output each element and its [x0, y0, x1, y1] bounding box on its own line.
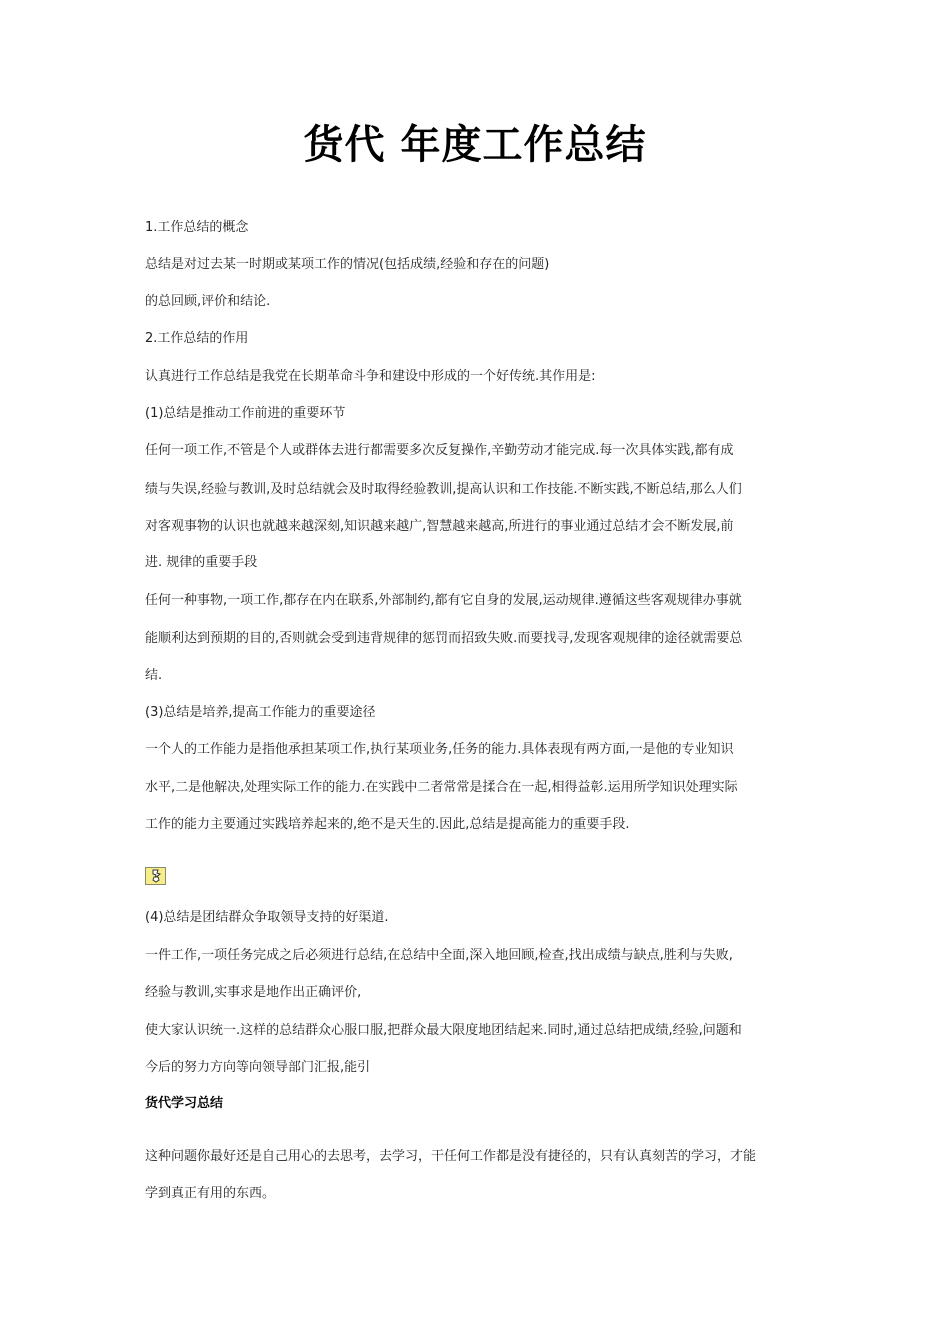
paragraph-line: 水平,二是他解决,处理实际工作的能力.在实践中二者常常是揉合在一起,相得益彰.运用所学知识处理实际 [145, 780, 738, 795]
paragraph-line: 能顺利达到预期的目的,否则就会受到违背规律的惩罚而招致失败.而要找寻,发现客观规律的途径就需要总 [145, 631, 743, 646]
paragraph-line: 一个人的工作能力是指他承担某项工作,执行某项业务,任务的能力.具体表现有两方面,一是他的专业知识 [145, 742, 734, 757]
paragraph-line: 经验与教训,实事求是地作出正确评价, [145, 985, 362, 1000]
paragraph-line: 使大家认识统一.这样的总结群众心服口服,把群众最大限度地团结起来.同时,通过总结把成绩,经验,问题和 [145, 1023, 742, 1038]
paragraph-line: 对客观事物的认识也就越来越深刻,知识越来越广,智慧越来越高,所进行的事业通过总结才会不断发展,前 [145, 519, 734, 534]
paragraph-line: 任何一种事物,一项工作,都存在内在联系,外部制约,都有它自身的发展,运动规律.遵循这些客观规律办事就 [145, 593, 742, 608]
paragraph-line: 这种问题你最好还是自己用心的去思考，去学习，干任何工作都是没有捷径的，只有认真刻苦的学习，才能 [145, 1149, 757, 1164]
paragraph-line: 绩与失误,经验与教训,及时总结就会及时取得经验教训,提高认识和工作技能.不断实践,不断总结,那么人们 [145, 482, 742, 497]
paragraph-line: 进. 规律的重要手段 [145, 555, 258, 570]
image-glyph-icon [149, 869, 163, 883]
paragraph-line: 2.工作总结的作用 [145, 331, 249, 346]
paragraph-line: 总结是对过去某一时期或某项工作的情况(包括成绩,经验和存在的问题) [145, 257, 550, 272]
section-subheading: 货代学习总结 [145, 1096, 224, 1111]
paragraph-line: 结. [145, 668, 163, 683]
document-title: 货代 年度工作总结 [303, 122, 647, 168]
paragraph-line: (4)总结是团结群众争取领导支持的好渠道. [145, 910, 389, 925]
paragraph-line: 今后的努力方向等向领导部门汇报,能引 [145, 1060, 371, 1075]
paragraph-line: (3)总结是培养,提高工作能力的重要途径 [145, 705, 376, 720]
paragraph-line: 一件工作,一项任务完成之后必须进行总结,在总结中全面,深入地回顾,检查,找出成绩与缺点,胜利与失败, [145, 948, 733, 963]
paragraph-line: 的总回顾,评价和结论. [145, 294, 271, 309]
paragraph-line: 工作的能力主要通过实践培养起来的,绝不是天生的.因此,总结是提高能力的重要手段. [145, 817, 630, 832]
paragraph-line: 学到真正有用的东西。 [145, 1186, 276, 1201]
paragraph-line: 任何一项工作,不管是个人或群体去进行都需要多次反复操作,辛勤劳动才能完成.每一次具体实践,都有成 [145, 443, 734, 458]
broken-image-icon [145, 867, 166, 885]
paragraph-line: 1.工作总结的概念 [145, 220, 249, 235]
paragraph-line: (1)总结是推动工作前进的重要环节 [145, 406, 346, 421]
paragraph-line: 认真进行工作总结是我党在长期革命斗争和建设中形成的一个好传统.其作用是: [145, 369, 596, 384]
